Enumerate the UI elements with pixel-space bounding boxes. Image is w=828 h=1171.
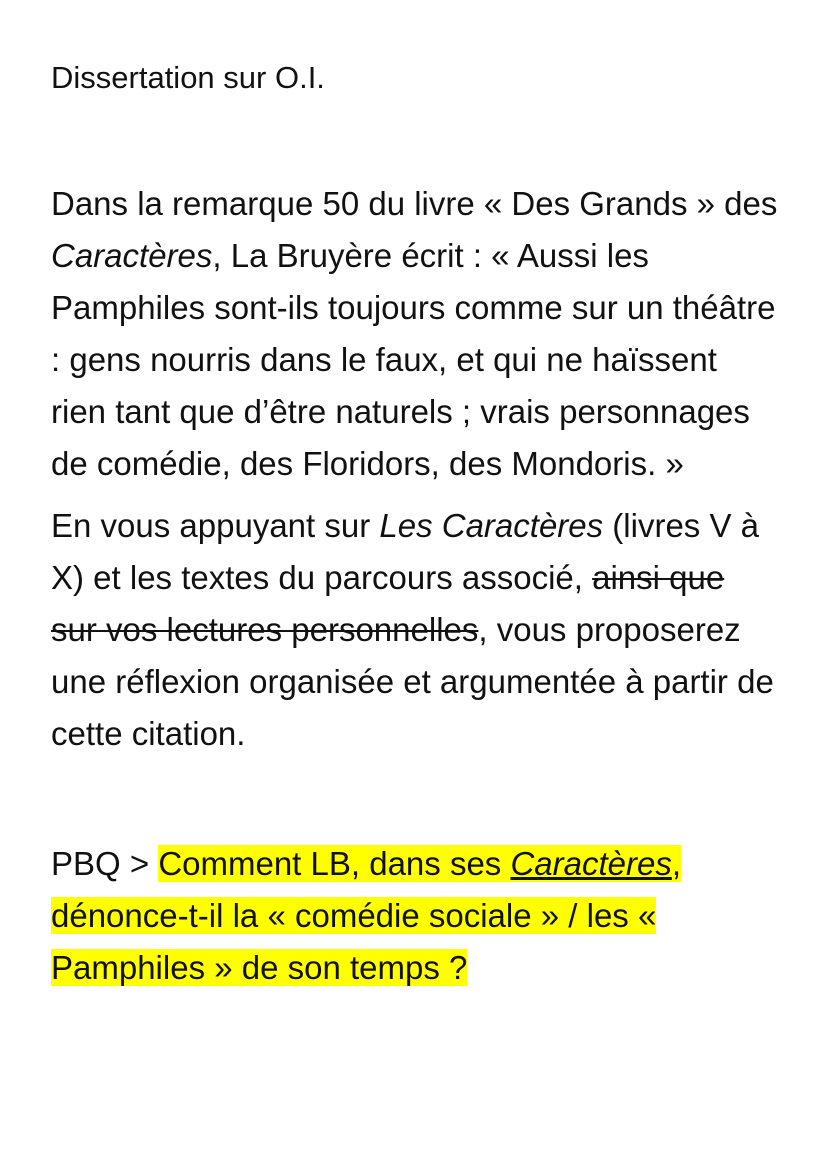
subject-text-start: En vous appuyant sur	[51, 507, 380, 544]
quote-paragraph	[51, 178, 778, 490]
underlined-book-title: Caractères	[510, 845, 672, 882]
struck-through-text: ainsi que sur vos lectures personnelles	[51, 559, 725, 648]
question-text-start: Comment LB, dans ses	[158, 845, 511, 882]
question-text-end: , dénonce-t-il la « comédie sociale » / les « Pamphiles » de son temps ?	[51, 845, 682, 986]
pbq-prefix: PBQ >	[51, 845, 159, 882]
subject-paragraph	[51, 500, 778, 760]
subject-text-end: , vous proposerez une réflexion organisée et argumentée à partir de cette citation.	[51, 611, 774, 752]
quote-text-end: , La Bruyère écrit : « Aussi les Pamphiles sont-ils toujours comme sur un théâtre : gens nourris dans le faux, et qui ne haïssent rien tant que d’être naturels ; vrais personnages de comédie, des Floridors, des Mondoris. »	[51, 237, 776, 482]
subject-text-middle: (livres V à X) et les textes du parcours associé,	[51, 507, 760, 596]
book-title-italic: Les Caractères	[379, 507, 604, 544]
pbq-paragraph	[51, 838, 778, 994]
book-title-italic: Caractères	[51, 237, 213, 274]
quote-text-start: Dans la remarque 50 du livre « Des Grands » des	[51, 185, 778, 222]
document-title: Dissertation sur O.I.	[51, 60, 325, 95]
